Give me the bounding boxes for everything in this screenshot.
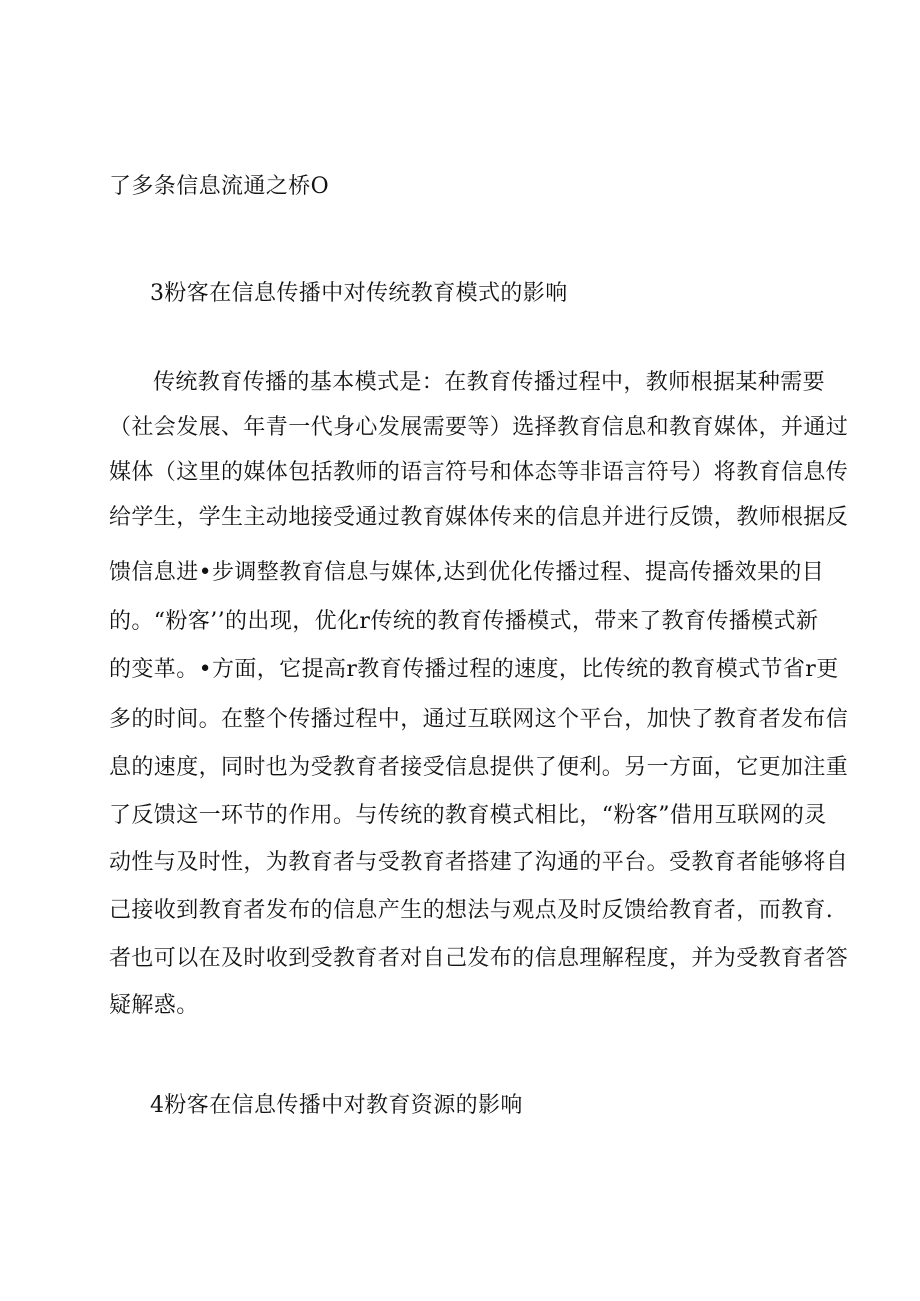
paragraph-line: 动性与及时性，为教育者与受教育者搭建了沟通的平台。受教育者能够将自 <box>109 850 849 875</box>
section-4-heading: 4粉客在信息传播中对教育资源的影响 <box>150 1093 523 1118</box>
paragraph-line: 己接收到教育者发布的信息产生的想法与观点及时反馈给教育者，而教育. <box>109 898 834 923</box>
continuation-text: 了多条信息流通之桥O <box>109 174 330 199</box>
paragraph-line: 的。“粉客’’的出现，优化r传统的教育传播模式，带来了教育传播模式新 <box>109 609 819 634</box>
paragraph-line: 者也可以在及时收到受教育者对自己发布的信息理解程度，并为受教育者答 <box>109 946 849 971</box>
paragraph-line: （社会发展、年青一代身心发展需要等）选择教育信息和教育媒体，并通过 <box>109 415 849 440</box>
paragraph-line: 疑解惑。 <box>109 993 199 1018</box>
paragraph-line: 馈信息进•步调整教育信息与媒体,达到优化传播过程、提高传播效果的目 <box>109 560 825 585</box>
paragraph-line: 多的时间。在整个传播过程中，通过互联网这个平台，加快了教育者发布信 <box>109 707 849 732</box>
paragraph-line: 的变革。•方面，它提高r教育传播过程的速度，比传统的教育模式节省r更 <box>109 657 839 682</box>
paragraph-line: 给学生，学生主动地接受通过教育媒体传来的信息并进行反馈，教师根据反 <box>109 505 849 530</box>
paragraph-line: 媒体（这里的媒体包括教师的语言符号和体态等非语言符号）将教育信息传 <box>109 460 849 485</box>
section-3-heading: 3粉客在信息传播中对传统教育模式的影响 <box>150 281 568 306</box>
paragraph-line: 传统教育传播的基本模式是：在教育传播过程中，教师根据某种需要 <box>153 370 826 395</box>
paragraph-line: 了反馈这一环节的作用。与传统的教育模式相比，“粉客”借用互联网的灵 <box>109 803 827 828</box>
paragraph-line: 息的速度，同时也为受教育者接受信息提供了便利。另一方面，它更加注重 <box>109 755 849 780</box>
